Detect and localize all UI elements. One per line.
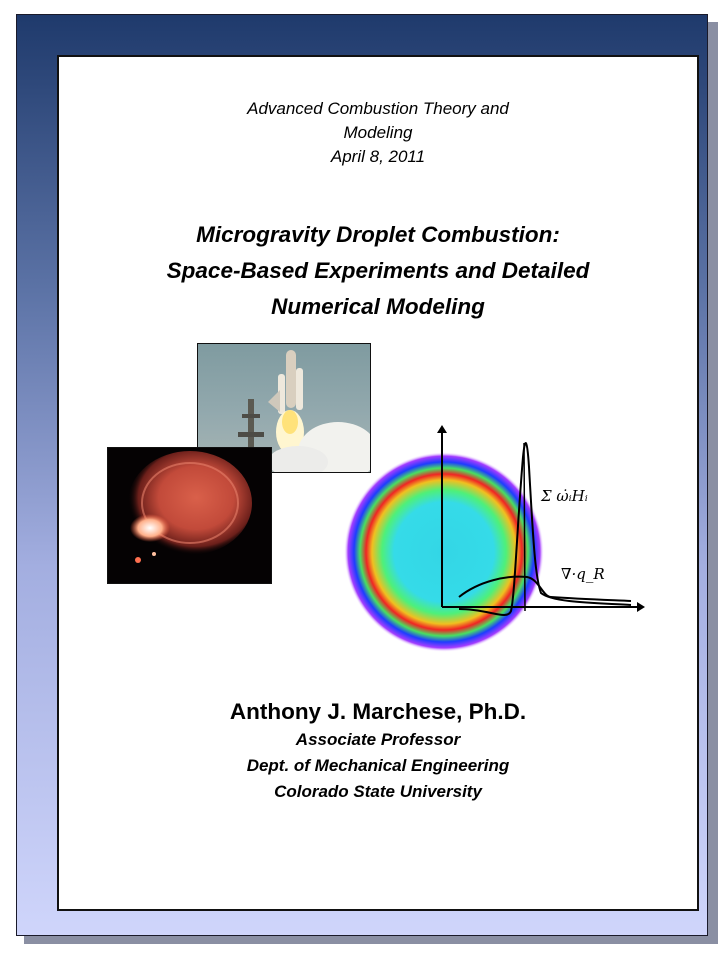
author-name: Anthony J. Marchese, Ph.D. xyxy=(229,699,527,724)
author-university: Colorado State University xyxy=(274,782,482,801)
curve-label-heat-release: Σ ω̇ᵢHᵢ xyxy=(541,487,588,505)
slide-content xyxy=(57,55,699,911)
droplet-temperature-plot xyxy=(339,397,659,667)
droplet-flame-photo xyxy=(107,447,272,584)
curve-label-radiation: ∇·q_R xyxy=(561,565,605,583)
title-line-2: Space-Based Experiments and Detailed xyxy=(166,258,590,283)
title-line-1: Microgravity Droplet Combustion: xyxy=(196,222,560,247)
author-department: Dept. of Mechanical Engineering xyxy=(246,756,510,775)
temperature-field xyxy=(344,452,544,652)
author-position: Associate Professor xyxy=(295,730,461,749)
author-block xyxy=(59,697,697,805)
course-line-1: Advanced Combustion Theory and xyxy=(247,99,509,118)
slide-frame xyxy=(16,14,708,936)
title-line-3: Numerical Modeling xyxy=(271,294,485,319)
presentation-title xyxy=(59,217,697,325)
course-line-2: Modeling xyxy=(343,123,413,142)
flame-icon xyxy=(108,448,271,583)
course-header xyxy=(59,97,697,169)
lecture-date: April 8, 2011 xyxy=(330,147,426,166)
